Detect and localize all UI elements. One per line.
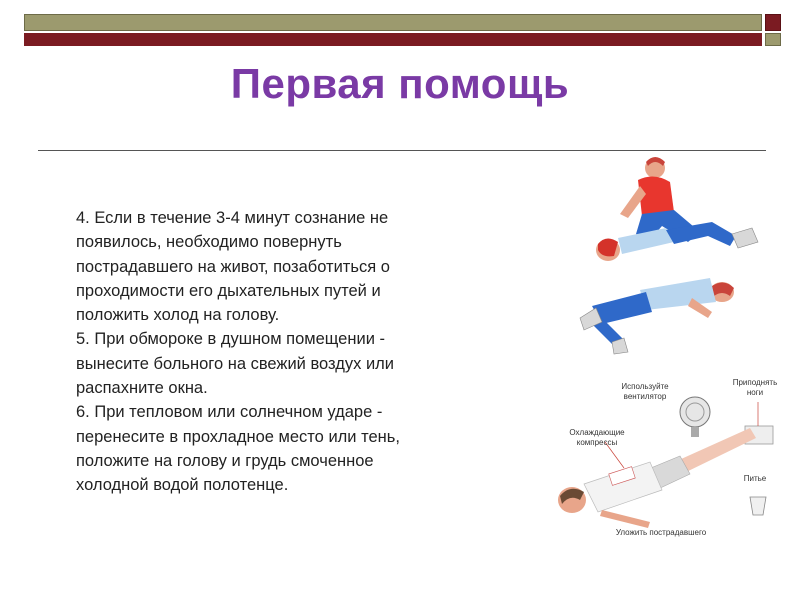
header-bar-maroon xyxy=(24,33,762,46)
slide-title: Первая помощь xyxy=(230,60,570,107)
caption-compress xyxy=(562,428,632,448)
cup-icon xyxy=(750,497,766,515)
caption-fan-line: Используйте xyxy=(621,382,669,391)
header-bar-olive xyxy=(24,14,762,31)
caption-legs-line: ноги xyxy=(746,388,764,397)
header-square-maroon xyxy=(765,14,781,31)
fan-stand xyxy=(691,427,699,437)
recovery-position-image xyxy=(562,150,762,360)
caption-lay: Уложить пострадавшего xyxy=(615,528,707,537)
instruction-6 xyxy=(76,400,476,497)
instruction-5 xyxy=(76,327,476,400)
caption-compress-line: компрессы xyxy=(576,438,618,447)
prone-victim-shirt xyxy=(640,278,716,310)
caption-legs xyxy=(720,378,790,398)
recovery-position-illustration xyxy=(562,150,762,360)
instruction-4-line: положить холод на голову. xyxy=(76,306,280,325)
instruction-6-line: положите на голову и грудь смоченное xyxy=(76,451,374,470)
instruction-6-line: холодной водой полотенце. xyxy=(76,476,289,495)
instruction-4-line: появилось, необходимо повернуть xyxy=(76,233,342,252)
instruction-5-line: 5. При обмороке в душном помещении - xyxy=(76,330,385,349)
caption-compress-line: Охлаждающие xyxy=(569,428,625,437)
caption-drink: Питье xyxy=(743,474,767,483)
instruction-4-line: проходимости его дыхательных путей и xyxy=(76,281,381,300)
caption-fan xyxy=(600,382,690,402)
instruction-5-line: распахните окна. xyxy=(76,379,208,398)
caption-legs-line: Приподнять xyxy=(732,378,778,387)
instruction-4-line: 4. Если в течение 3-4 минут сознание не xyxy=(76,209,389,227)
instruction-4 xyxy=(76,206,476,327)
header-square-olive xyxy=(765,33,781,46)
instruction-6-line: 6. При тепловом или солнечном ударе - xyxy=(76,403,383,422)
instruction-5-line: вынесите больного на свежий воздух или xyxy=(76,354,395,373)
heat-stroke-illustration xyxy=(540,372,790,550)
instruction-6-line: перенесите в прохладное место или тень, xyxy=(76,427,400,446)
patient-arm xyxy=(600,510,650,528)
caption-fan-line: вентилятор xyxy=(623,392,667,401)
instruction-4-line: пострадавшего на живот, позаботиться о xyxy=(76,257,390,276)
instructions-text xyxy=(76,206,476,498)
victim-shoe xyxy=(732,228,758,248)
